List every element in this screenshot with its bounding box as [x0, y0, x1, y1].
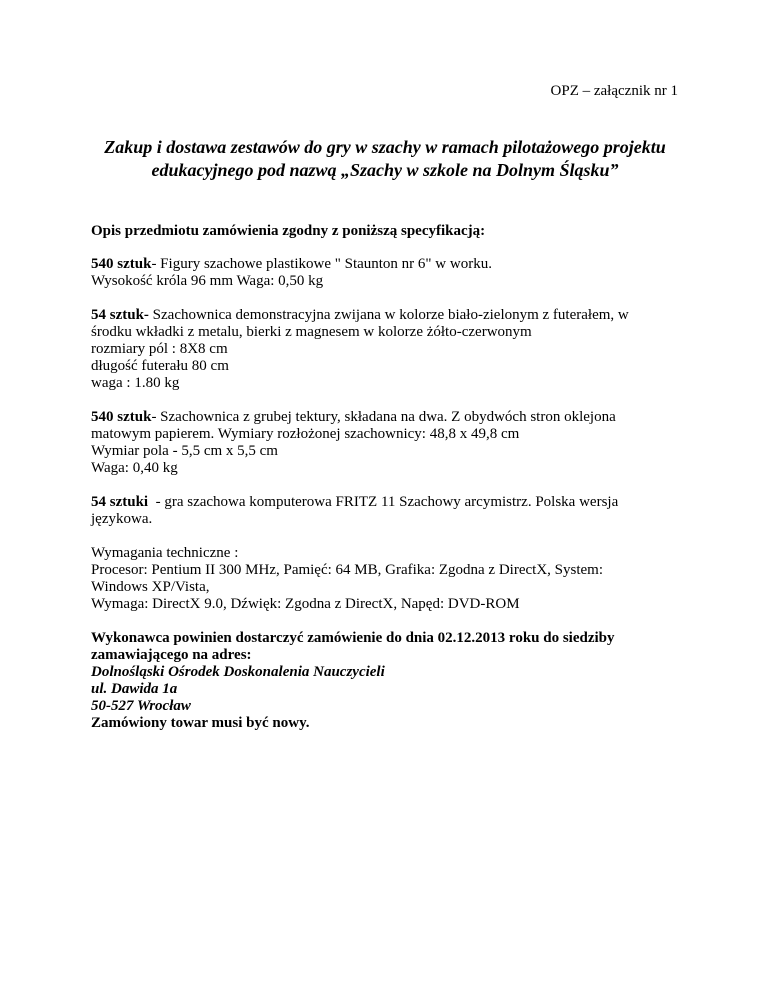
title-line-1: Zakup i dostawa zestawów do gry w szachy w ramach pilotażowego projektu [104, 137, 666, 157]
specification-intro: Opis przedmiotu zamówienia zgodny z poniższą specyfikacją: [91, 223, 486, 239]
technical-requirements [91, 545, 691, 613]
item-quantity: 54 sztuk- [91, 307, 149, 323]
item-computer-game [91, 494, 691, 528]
item-quantity: 540 sztuk [91, 256, 152, 272]
title-line-2: edukacyjnego pod nazwą „Szachy w szkole na Dolnym Śląsku” [151, 160, 619, 180]
item-detail: waga : 1.80 kg [91, 375, 180, 391]
item-quantity: 54 sztuki [91, 494, 149, 510]
item-description: - Szachownica z grubej tektury, składana na dwa. Z obydwóch stron oklejona [151, 409, 616, 425]
document-body [91, 223, 691, 749]
requirements-line: Procesor: Pentium II 300 MHz, Pamięć: 64 MB, Grafika: Zgodna z DirectX, System: [91, 562, 603, 578]
requirements-line: Windows XP/Vista, [91, 579, 210, 595]
item-description: - Figury szachowe plastikowe " Staunton nr 6" w worku. [151, 256, 492, 272]
item-line [91, 307, 691, 324]
delivery-note: Zamówiony towar musi być nowy. [91, 715, 310, 731]
item-description: Szachownica demonstracyjna zwijana w kolorze biało-zielonym z futerałem, w [148, 307, 629, 323]
item-detail: rozmiary pól : 8X8 cm [91, 341, 228, 357]
item-detail: Wymiar pola - 5,5 cm x 5,5 cm [91, 443, 278, 459]
item-cardboard-board [91, 409, 691, 477]
document-title [60, 136, 710, 182]
item-figures [91, 256, 691, 290]
item-quantity: 540 sztuk [91, 409, 152, 425]
delivery-address-street: ul. Dawida 1a [91, 681, 178, 697]
delivery-line: zamawiającego na adres: [91, 647, 252, 663]
item-line [91, 494, 691, 511]
item-detail: Waga: 0,40 kg [91, 460, 178, 476]
requirements-line: Wymaga: DirectX 9.0, Dźwięk: Zgodna z DirectX, Napęd: DVD-ROM [91, 596, 520, 612]
item-line [91, 256, 691, 273]
attachment-reference: OPZ – załącznik nr 1 [550, 83, 678, 99]
item-detail: długość futerału 80 cm [91, 358, 229, 374]
item-detail: środku wkładki z metalu, bierki z magnesem w kolorze żółto-czerwonym [91, 324, 532, 340]
requirements-heading: Wymagania techniczne : [91, 545, 239, 561]
item-detail: Wysokość króla 96 mm Waga: 0,50 kg [91, 273, 324, 289]
item-detail: matowym papierem. Wymiary rozłożonej szachownicy: 48,8 x 49,8 cm [91, 426, 520, 442]
item-line [91, 409, 691, 426]
item-description: - gra szachowa komputerowa FRITZ 11 Szachowy arcymistrz. Polska wersja [148, 494, 619, 510]
item-demo-board [91, 307, 691, 392]
item-detail: językowa. [91, 511, 153, 527]
delivery-address-name: Dolnośląski Ośrodek Doskonalenia Nauczycieli [91, 664, 385, 680]
delivery-address-city: 50-527 Wrocław [91, 698, 191, 714]
delivery-terms [91, 630, 691, 732]
delivery-line: Wykonawca powinien dostarczyć zamówienie do dnia 02.12.2013 roku do siedziby [91, 630, 615, 646]
